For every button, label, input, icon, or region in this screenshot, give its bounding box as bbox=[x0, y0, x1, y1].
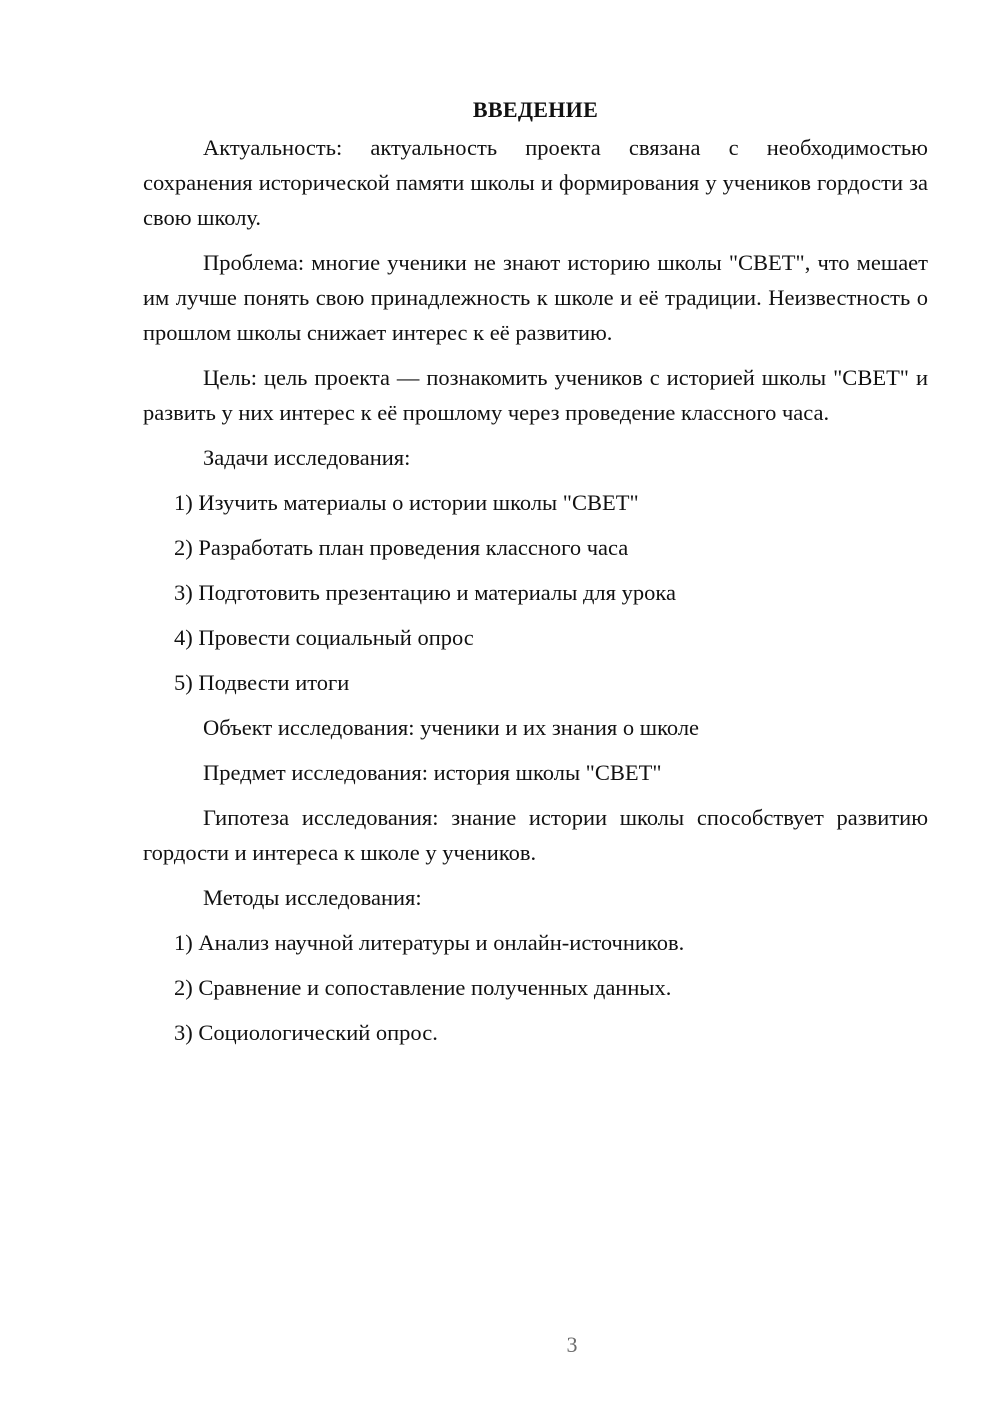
tasks-list bbox=[143, 485, 928, 700]
document-body bbox=[143, 92, 928, 1060]
task-item: 3) Подготовить презентацию и материалы для урока bbox=[174, 580, 676, 605]
task-item: 5) Подвести итоги bbox=[174, 670, 350, 695]
method-item: 1) Анализ научной литературы и онлайн-источников. bbox=[174, 930, 685, 955]
problem-paragraph: Проблема: многие ученики не знают историю школы "СВЕТ", что мешает им лучше понять свою принадлежность к школе и её традиции. Неизвестность о прошлом школы снижает интерес к её развитию. bbox=[143, 250, 928, 345]
page-number: 3 bbox=[566, 1332, 578, 1357]
tasks-heading: Задачи исследования: bbox=[203, 445, 411, 470]
task-item: 4) Провести социальный опрос bbox=[174, 625, 474, 650]
section-title: ВВЕДЕНИЕ bbox=[472, 97, 599, 122]
subject-line: Предмет исследования: история школы "СВЕТ" bbox=[203, 760, 662, 785]
methods-list bbox=[143, 925, 928, 1050]
relevance-paragraph: Актуальность: актуальность проекта связана с необходимостью сохранения исторической памяти школы и формирования у учеников гордости за свою школу. bbox=[143, 135, 928, 230]
object-line: Объект исследования: ученики и их знания о школе bbox=[203, 715, 700, 740]
task-item: 1) Изучить материалы о истории школы "СВЕТ" bbox=[174, 490, 639, 515]
method-item: 2) Сравнение и сопоставление полученных данных. bbox=[174, 975, 672, 1000]
methods-heading: Методы исследования: bbox=[203, 885, 422, 910]
goal-paragraph: Цель: цель проекта — познакомить учеников с историей школы "СВЕТ" и развить у них интерес к её прошлому через проведение классного часа. bbox=[143, 365, 928, 425]
hypothesis-paragraph: Гипотеза исследования: знание истории школы способствует развитию гордости и интереса к школе у учеников. bbox=[143, 805, 928, 865]
method-item: 3) Социологический опрос. bbox=[174, 1020, 438, 1045]
task-item: 2) Разработать план проведения классного часа bbox=[174, 535, 629, 560]
